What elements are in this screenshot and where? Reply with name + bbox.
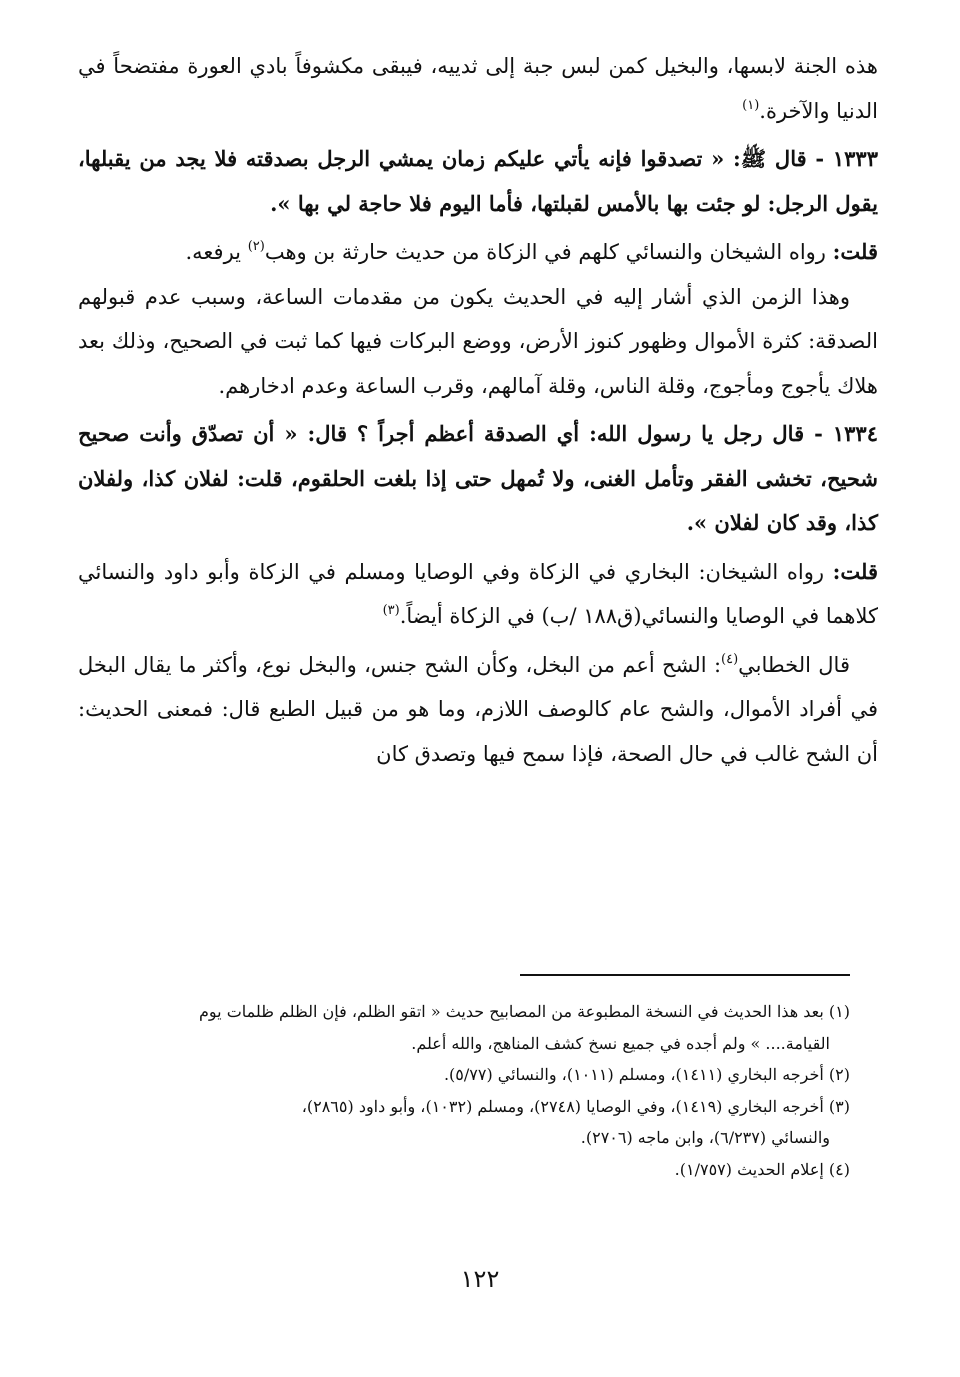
footnote-4: (٤) إعلام الحديث (١/٧٥٧). bbox=[674, 1159, 850, 1179]
page-number: ١٢٢ bbox=[460, 1265, 500, 1293]
footnote-1: (١) بعد هذا الحديث في النسخة المطبوعة من المصابيح حديث « اتقو الظلم، فإن الظلم ظلمات يوم bbox=[199, 1002, 850, 1021]
footnote-ref-4: (٤) bbox=[721, 651, 739, 667]
footnote-ref-3: (٣) bbox=[382, 603, 400, 618]
footnote-2: (٢) أخرجه البخاري (١٤١١)، ومسلم (١٠١١)، والنسائي (٥/٧٧). bbox=[443, 1065, 850, 1084]
main-text bbox=[78, 44, 878, 776]
qultu-label: قلت: bbox=[832, 558, 878, 584]
hadith-1333: ١٣٣٣ - قال ﷺ: « تصدقوا فإنه يأتي عليكم زمان يمشي الرجل بصدقته فلا يجد من يقبلها، يقول الرجل: لو جئت بها بالأمس لقبلتها، فأما اليوم فلا حاجة لي بها ». bbox=[78, 146, 878, 216]
footnote-divider bbox=[520, 974, 850, 976]
footnotes bbox=[78, 996, 850, 1185]
footnote-3: (٣) أخرجه البخاري (١٤١٩)، وفي الوصايا (٢٧٤٨)، ومسلم (١٠٣٢)، وأبو داود (٢٨٦٥)، bbox=[301, 1096, 850, 1116]
qultu-1334: قلت: رواه الشيخان: البخاري في الزكاة وفي الوصايا ومسلم في الزكاة وأبو داود والنسائي كلاهما في الوصايا والنسائي(ق١٨٨ /ب) في الزكاة أيضاً.$^{(٣)}$ bbox=[78, 558, 878, 628]
qultu-label: قلت: bbox=[832, 239, 878, 264]
qultu-1333: قلت: رواه الشيخان والنسائي كلهم في الزكاة من حديث حارثة بن وهب$^{(٢)}$ يرفعه. bbox=[185, 239, 878, 264]
footnote-3-continued: والنسائي (٦/٢٣٧)، وابن ماجه (٢٧٠٦). bbox=[580, 1128, 830, 1147]
commentary-1333: وهذا الزمن الذي أشار إليه في الحديث يكون من مقدمات الساعة، وسبب عدم قبولهم الصدقة: كثرة الأموال وظهور كنوز الأرض، ووضع البركات فيها كما ثبت في الصحيح، وذلك بعد هلاك يأجوج ومأجوج، وقلة الناس، وقلة آمالهم، وقرب الساعة وعدم ادخارهم. bbox=[78, 284, 878, 398]
khattabi-paragraph: قال الخطابي$^{(٤)}$: الشح أعم من البخل، وكأن الشح جنس، والبخل نوع، وأكثر ما يقال البخل في أفراد الأموال، والشح عام كالوصف اللازم، وما هو من قبيل الطبع قال: فمعنى الحديث: أن الشح غالب في حال الصحة، فإذا سمح فيها وتصدق كان bbox=[78, 651, 878, 766]
footnote-1-continued: القيامة.... » ولم أجده في جميع نسخ كشف المناهج، والله أعلم. bbox=[411, 1033, 830, 1053]
hadith-1334: ١٣٣٤ - قال رجل يا رسول الله: أي الصدقة أعظم أجراً ؟ قال: « أن تصدّق وأنت صحيح شحيح، تخشى الفقر وتأمل الغنى، ولا تُمهل حتى إذا بلغت الحلقوم، قلت: لفلان كذا، ولفلان كذا، وقد كان لفلان ». bbox=[78, 421, 878, 535]
intro-paragraph: هذه الجنة لابسها، والبخيل كمن لبس جبة إلى ثدييه، فيبقى مكشوفاً بادي العورة مفتضحاً في الدنيا والآخرة.$^{(١)}$ bbox=[78, 54, 878, 123]
footnote-ref-2: (٢) bbox=[247, 239, 265, 254]
footnote-ref-1: (١) bbox=[742, 97, 760, 113]
